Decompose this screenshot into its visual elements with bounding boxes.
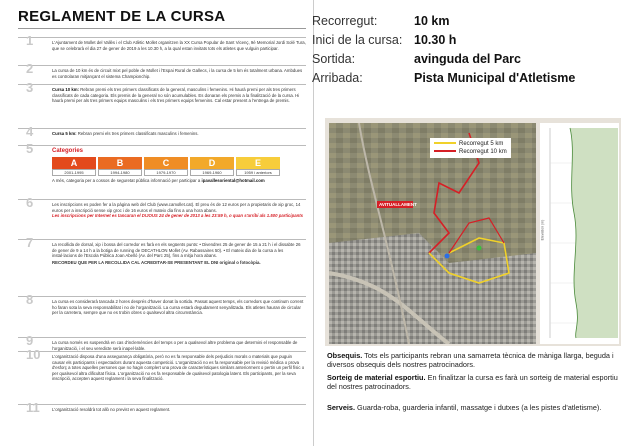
category-note	[52, 178, 306, 184]
info-value: avinguda del Parc	[414, 52, 521, 66]
finish-marker	[445, 254, 450, 259]
info-key: Recorregut:	[312, 14, 378, 28]
category-letter: E	[236, 157, 280, 169]
rule-number: 9	[26, 333, 34, 348]
aid-station-label: AVITUALLAMENT	[379, 202, 417, 207]
draw-text: En finalitzar la cursa es farà un sorteig de material esportiu del nostres patrocinadors.	[327, 373, 618, 392]
legend-label: Recorregut 10 km	[459, 149, 507, 155]
info-value: Pista Municipal d'Atletisme	[414, 71, 576, 85]
elevation-profile	[540, 123, 619, 344]
rule-bold: Cursa 10 km:	[52, 87, 79, 92]
rule-row	[18, 195, 306, 239]
rule-notice: RECORDEU QUE PER LA RECOLLIDA CAL ACREDITAR-SE PRESENTANT EL DNI original o fotocòpia.	[52, 259, 261, 265]
category-letter: D	[190, 157, 234, 169]
rule-text	[52, 407, 306, 413]
categories-table	[52, 157, 306, 176]
gifts-paragraph	[327, 351, 622, 369]
rule-number: 3	[26, 80, 34, 95]
rule-row	[18, 80, 306, 128]
category-years: 1959 i anteriors	[236, 169, 280, 176]
info-row-finish	[312, 71, 612, 89]
rule-body: La cursa només es suspendrà en cas d'inclemències del temps o per a qualsevol altre problema que determini el responsable de l'organització, i el seu veredicte serà inapel·lable.	[52, 340, 298, 351]
category-cell	[190, 157, 234, 176]
rule-number: 11	[26, 400, 40, 415]
category-years: 1969-1960	[190, 169, 234, 176]
rule-row	[18, 61, 306, 84]
rule-body: Rebran premi els tres primers classificats de la general, masculins i femenins. Hi haurà premi per als tres primers classificats de cada categoria. Els premis de la general no són acumulables. Es donaran els premis a la finalització de la cursa. Hi haurà premi per als tres primers equips masculins i els tres primers equips femenins. Cal estar present a l'entrega de premis.	[52, 87, 300, 103]
legend-swatch	[434, 142, 456, 144]
category-cell	[236, 157, 280, 176]
start-marker	[477, 246, 482, 251]
info-key: Arribada:	[312, 71, 363, 85]
rule-row	[18, 347, 306, 404]
legend-item-5km	[434, 140, 507, 148]
rule-text	[52, 131, 306, 137]
info-value: 10.30 h	[414, 33, 457, 47]
rule-text	[52, 340, 306, 351]
rules-column	[18, 8, 306, 29]
category-letter: A	[52, 157, 96, 169]
rule-text	[52, 299, 306, 316]
rule-number: 5	[26, 141, 34, 156]
draw-paragraph	[327, 373, 622, 391]
rule-row	[18, 235, 306, 296]
rule-number: 8	[26, 292, 34, 307]
page-title: REGLAMENT DE LA CURSA	[18, 8, 306, 29]
rule-body: L'organització disposa d'una assegurança obligatòria, però no es fa responsable dels perjudicis morals o materials que puguin causar els participants i espectadors durant aquesta competició. L'organització no es fa responsable per la revisió mèdica o prova d'esforç a totes aquelles persones que no hagin complert una prova de característiques similars anteriorment o pertin un perfil físic o per qualsevol altra dificultat física. L'organització no es fa responsable de qualsevol patologia latent. Els participants, per la seva inscripció, accepten aquest reglament i la seva finalització.	[52, 354, 305, 381]
rule-text	[52, 68, 306, 79]
info-row-distance	[312, 14, 612, 32]
rule-bold: Cursa 5 km:	[52, 131, 77, 136]
rule-number: 2	[26, 61, 34, 76]
rule-text	[52, 202, 306, 219]
legend-swatch	[434, 150, 456, 152]
rule-row	[18, 124, 306, 145]
category-cell	[144, 157, 188, 176]
info-row-start-place	[312, 52, 612, 70]
info-key: Sortida:	[312, 52, 356, 66]
category-letter: B	[98, 157, 142, 169]
legend-label: Recorregut 5 km	[459, 141, 504, 147]
category-note-text: A més, categoria per a cossos de seguretat pública informació per participar a	[52, 177, 202, 183]
rule-body: La recollida de dorsal, xip i bossa del corredor es farà en els següents punts: • Divendres 25 de gener de 15 a 21 h i el dissabte 26 de gener de 9 a 14 h a la botiga de running de DECATHLON Mollet (Av. Rabassaires 50). • El mateix dia de la cursa a les instal·lacions de l'Escola Pública Joan Abelló (Av. del Parc 25), fins a mitja hora abans.	[52, 242, 301, 258]
rule-number: 6	[26, 195, 34, 210]
rule-body: La cursa de 10 km és de circuit mixt pel poble de Mollet i l'Espai Rural de Gallecs, i la cursa de 5 km és totalment urbana. Ambdues es controlaran mitjançant el sistema Championchip.	[52, 68, 303, 79]
gifts-heading: Obsequis.	[327, 351, 363, 360]
info-value: 10 km	[414, 14, 450, 28]
rule-number: 10	[26, 347, 41, 362]
map-legend	[430, 138, 511, 158]
rule-number: 1	[26, 33, 34, 48]
rule-body: La cursa es considerarà tancada 2 hores després d'haver donat la sortida. Passat aquest temps, els corredors que continuïn corrent ho faran sota la seva responsabilitat i no de l'organització. La cursa estarà degudament senyalitzada. Els atletes hauran de circular per la carretera, sempre que no es trobin obres o qualsevol altra circumstància.	[52, 299, 304, 315]
legend-item-10km	[434, 148, 507, 156]
rule-row	[18, 141, 306, 199]
rule-body: L'Ajuntament de Mollet del Vallès i el Club Atlètic Mollet organitzen la XX Cursa Popular de Sant Vicenç, 9è Memorial Jordi Solé Tura, que se celebrarà el dia 27 de gener de 2019 a les 10.30 h, a la qual estan invitats tots els atletes que vulguin participar.	[52, 40, 306, 51]
elevation-chart	[540, 123, 619, 344]
category-letter: C	[144, 157, 188, 169]
rule-text	[52, 242, 306, 265]
rule-body: Categories	[52, 148, 84, 154]
rule-body: Les inscripcions es poden fer a la pàgina web del Club (www.camollet.cat). El preu és de 12 euros per a propietaris de xip groc, 14 euros per a inscripció sense xip groc i de 16 euros el mateix dia fins a una hora abans.	[52, 202, 301, 213]
contact-email[interactable]: ipavallesoriental@hotmail.com	[201, 177, 265, 183]
rule-row	[18, 292, 306, 337]
draw-heading: Sorteig de material esportiu.	[327, 373, 426, 382]
services-heading: Serveis.	[327, 403, 355, 412]
info-row-start-time	[312, 33, 612, 51]
rule-row	[18, 333, 306, 351]
rule-text	[52, 87, 306, 104]
rule-row	[18, 33, 306, 65]
category-cell	[52, 157, 96, 176]
info-key: Inici de la cursa:	[312, 33, 403, 47]
services-text: Guarda-roba, guarderia infantil, massatge i dutxes (a les pistes d'atletisme).	[355, 403, 602, 412]
rule-body: Rebran premi els tres primers classificats masculins i femenins.	[76, 131, 199, 136]
rule-body: L'organització resoldrà tot allò no previst en aquest reglament.	[52, 407, 171, 412]
category-cell	[98, 157, 142, 176]
category-years: 1979-1970	[144, 169, 188, 176]
rule-number: 7	[26, 235, 34, 250]
rule-row	[18, 400, 306, 415]
category-years: 1994-1980	[98, 169, 142, 176]
rule-text	[52, 354, 306, 382]
elevation-axis-label: Elevation (m)	[540, 219, 545, 241]
rule-text	[52, 40, 306, 51]
gifts-text: Tots els participants rebran una samarreta tècnica de màniga llarga, beguda i diversos obsequis dels nostres patrocinadors.	[327, 351, 614, 370]
rule-highlight: Les inscripcions per Internet es tancaran el DIJOUS 24 de gener de 2013 a les 23:59 h, o quan s'arribi als 1.500 participants	[52, 213, 304, 218]
services-paragraph	[327, 403, 622, 412]
rule-text	[52, 148, 306, 183]
category-years: 2001-1995	[52, 169, 96, 176]
rule-number: 4	[26, 124, 34, 139]
